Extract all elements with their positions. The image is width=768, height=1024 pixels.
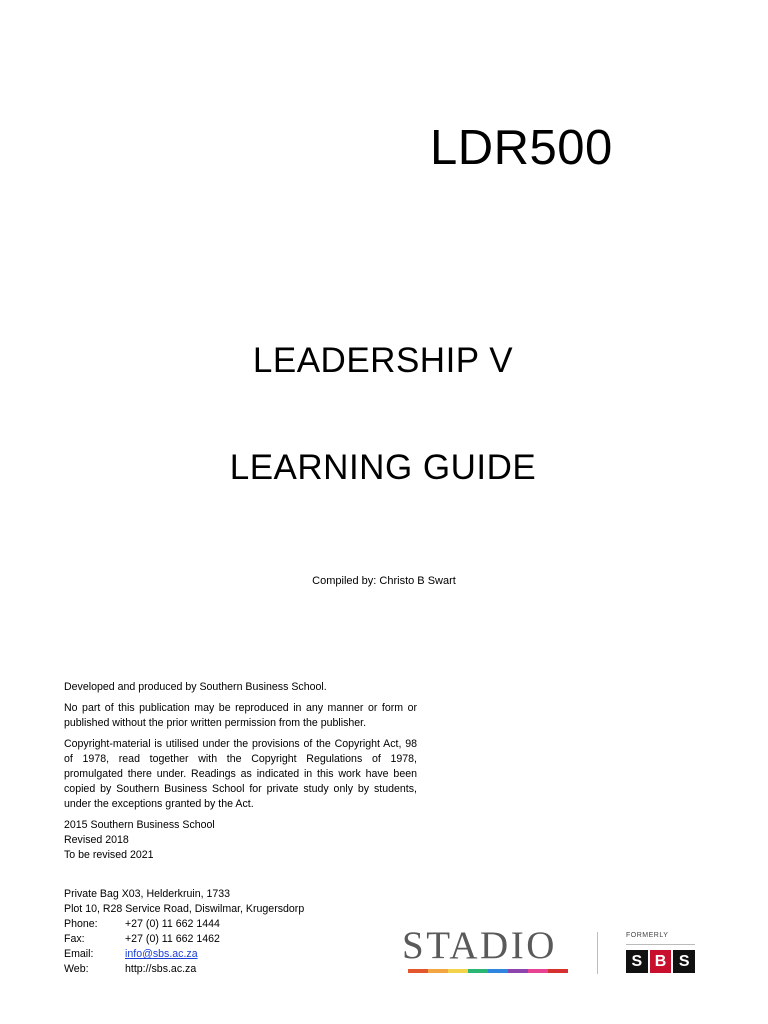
compiled-by: Compiled by: Christo B Swart bbox=[312, 575, 456, 587]
sbs-logo bbox=[626, 950, 695, 973]
stadio-logo: STADIO bbox=[402, 924, 557, 967]
contact-details bbox=[64, 887, 394, 977]
subject-title: LEADERSHIP V bbox=[252, 341, 514, 380]
postal-address: Private Bag X03, Helderkruin, 1733 bbox=[64, 888, 231, 900]
stadio-color-bar bbox=[408, 969, 568, 973]
copyright-notice: Copyright-material is utilised under the provisions of the Copyright Act, 98 of 1978, read together with the Copyright Regulations of 1978, promulgated there under. Readings as indicated in this work have been copied by Southern Business School for private study only by students, under the exceptions granted by the Act. bbox=[64, 738, 417, 810]
phone-value: +27 (0) 11 662 1444 bbox=[125, 918, 220, 930]
sbs-letter-s1: S bbox=[626, 950, 648, 973]
physical-address: Plot 10, R28 Service Road, Diswilmar, Krugersdorp bbox=[64, 903, 305, 915]
sbs-letter-s2: S bbox=[673, 950, 695, 973]
next-revision-year: To be revised 2021 bbox=[64, 849, 154, 861]
web-row bbox=[64, 962, 394, 977]
email-link[interactable]: info@sbs.ac.za bbox=[125, 948, 198, 960]
stadio-bar-segment-5 bbox=[508, 969, 528, 973]
email-label: Email: bbox=[64, 948, 94, 960]
stadio-bar-segment-7 bbox=[548, 969, 568, 973]
fax-row bbox=[64, 932, 394, 947]
revised-year: Revised 2018 bbox=[64, 834, 129, 846]
phone-label: Phone: bbox=[64, 918, 98, 930]
document-type-title: LEARNING GUIDE bbox=[229, 448, 537, 487]
stadio-bar-segment-1 bbox=[428, 969, 448, 973]
email-row bbox=[64, 947, 394, 962]
formerly-rule bbox=[626, 944, 695, 945]
web-value: http://sbs.ac.za bbox=[125, 963, 197, 975]
legal-notice bbox=[64, 680, 417, 863]
logo-divider bbox=[597, 932, 598, 974]
publication-year: 2015 Southern Business School bbox=[64, 819, 215, 831]
stadio-bar-segment-3 bbox=[468, 969, 488, 973]
stadio-bar-segment-6 bbox=[528, 969, 548, 973]
stadio-bar-segment-2 bbox=[448, 969, 468, 973]
formerly-label: FORMERLY bbox=[626, 932, 669, 939]
phone-row bbox=[64, 917, 394, 932]
developed-statement: Developed and produced by Southern Business School. bbox=[64, 681, 327, 693]
fax-label: Fax: bbox=[64, 933, 85, 945]
stadio-bar-segment-0 bbox=[408, 969, 428, 973]
fax-value: +27 (0) 11 662 1462 bbox=[125, 933, 220, 945]
reproduction-notice: No part of this publication may be reproduced in any manner or form or published without the prior written permission from the publisher. bbox=[64, 702, 417, 729]
web-label: Web: bbox=[64, 963, 89, 975]
sbs-letter-b: B bbox=[650, 950, 672, 973]
stadio-bar-segment-4 bbox=[488, 969, 508, 973]
branding-logos bbox=[400, 924, 700, 976]
course-code: LDR500 bbox=[430, 121, 613, 175]
